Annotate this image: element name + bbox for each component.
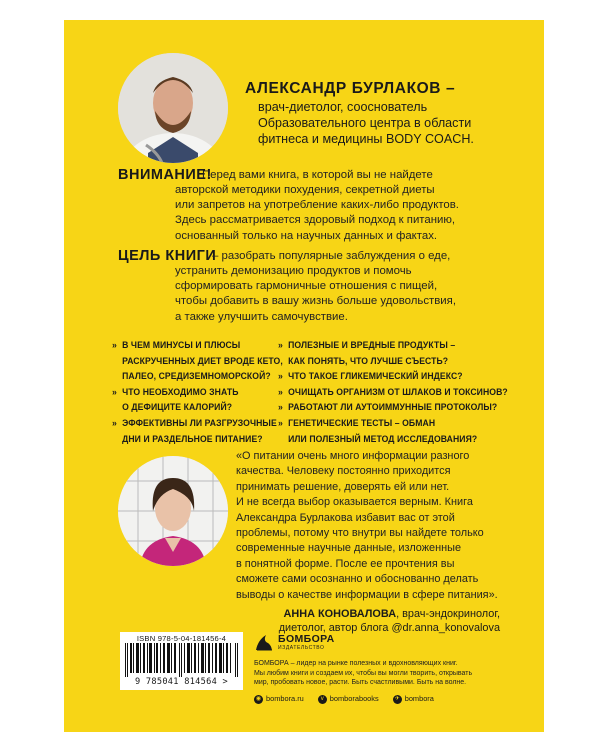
attention-text-cont: авторской методики похудения, секретной диеты или запретов на употребление каких-либо продуктов. Здесь рассматривается здоровый подход к питанию, основанный только на научных данных и фактах. (175, 184, 459, 242)
reviewer-name: АННА КОНОВАЛОВА (283, 608, 397, 620)
publisher-sub: ИЗДАТЕЛЬСТВО (278, 644, 325, 651)
attention-text: Перед вами книга, в которой вы не найдете (202, 169, 433, 181)
bombora-wave-icon (254, 632, 274, 652)
goal-text: – разобрать популярные заблуждения о еде, (212, 250, 451, 262)
publisher-social (254, 694, 434, 704)
list-item: ДНИ И РАЗДЕЛЬНОЕ ПИТАНИЕ? (122, 432, 263, 444)
list-item: РАСКРУЧЕННЫХ ДИЕТ ВРОДЕ КЕТО, (122, 354, 283, 366)
list-item: ПАЛЕО, СРЕДИЗЕМНОМОРСКОЙ? (122, 370, 271, 382)
publisher-logo (254, 632, 335, 652)
barcode-bars (125, 643, 238, 677)
vk-icon: v (318, 695, 327, 704)
publisher-name: БОМБОРА (278, 632, 335, 645)
social-telegram[interactable]: ✈ bombora (394, 694, 434, 703)
social-site[interactable]: ◉ bombora.ru (255, 694, 304, 703)
barcode (120, 632, 243, 690)
list-item: » ПОЛЕЗНЫЕ И ВРЕДНЫЕ ПРОДУКТЫ – (278, 339, 456, 350)
author-bio: врач-диетолог, сооснователь Образовательного центра в области фитнеса и медицины BODY COACH. (258, 100, 474, 146)
telegram-icon: ✈ (394, 695, 400, 702)
list-item: КАК ПОНЯТЬ, ЧТО ЛУЧШЕ СЪЕСТЬ? (288, 354, 449, 366)
list-item: » ЧТО ТАКОЕ ГЛИКЕМИЧЕСКИЙ ИНДЕКС? (278, 370, 463, 382)
barcode-digits: 9 785041 814564 > (134, 677, 229, 687)
goal-text-cont: устранить демонизацию продуктов и помочь сформировать гармоничные отношения с пищей, чтобы добавить в вашу жизнь больше удовольствия, а также улучшить самочувствие. (175, 265, 456, 323)
review-quote: «О питании очень много информации разного качества. Человеку постоянно приходится принимать решение, доверять ей или нет. И не всегда выбор оказывается верным. Книга Александра Бурлакова избавит вас от этой проблемы, потому что внутри вы найдете только современные научные данные, изложенные в понятной форме. После ее прочтения вы сможете сами осознанно и обоснованно делать выводы о качестве информации в сфере питания». (236, 450, 498, 601)
list-item: » ГЕНЕТИЧЕСКИЕ ТЕСТЫ – ОБМАН (278, 416, 436, 428)
author-photo (118, 53, 228, 163)
isbn-label: ISBN 978-5-04-181456-4 (136, 634, 227, 643)
attention-heading: ВНИМАНИЕ! (118, 167, 212, 183)
publisher-description: БОМБОРА – лидер на рынке полезных и вдохновляющих книг. Мы любим книги и создаем их, чтобы вы могли творить, открывать мир, пробовать новое, расти. Быть счастливыми. Быть на волне. (254, 660, 473, 687)
bullet-list-left (112, 337, 283, 446)
list-item: » В ЧЕМ МИНУСЫ И ПЛЮСЫ (112, 339, 241, 350)
list-item: » ОЧИЩАТЬ ОРГАНИЗМ ОТ ШЛАКОВ И ТОКСИНОВ? (278, 385, 508, 397)
reviewer-photo (118, 456, 228, 566)
review-signature: АННА КОНОВАЛОВА, врач-эндокринолог, диетолог, автор блога @dr.anna_konovalova (278, 608, 500, 634)
bullet-list-right (278, 337, 508, 446)
author-name: АЛЕКСАНДР БУРЛАКОВ (245, 80, 442, 97)
author-name-line: АЛЕКСАНДР БУРЛАКОВ – (245, 80, 456, 97)
list-item: » РАБОТАЮТ ЛИ АУТОИММУННЫЕ ПРОТОКОЛЫ? (278, 401, 498, 413)
list-item: ИЛИ ПОЛЕЗНЫЙ МЕТОД ИССЛЕДОВАНИЯ? (288, 432, 478, 444)
social-vk[interactable]: v bomborabooks (318, 694, 379, 704)
list-item: О ДЕФИЦИТЕ КАЛОРИЙ? (122, 401, 233, 413)
list-item: » ЧТО НЕОБХОДИМО ЗНАТЬ (112, 385, 239, 397)
list-item: » ЭФФЕКТИВНЫ ЛИ РАЗГРУЗОЧНЫЕ (112, 416, 277, 428)
goal-heading: ЦЕЛЬ КНИГИ (118, 248, 217, 264)
globe-icon: ◉ (255, 695, 262, 702)
